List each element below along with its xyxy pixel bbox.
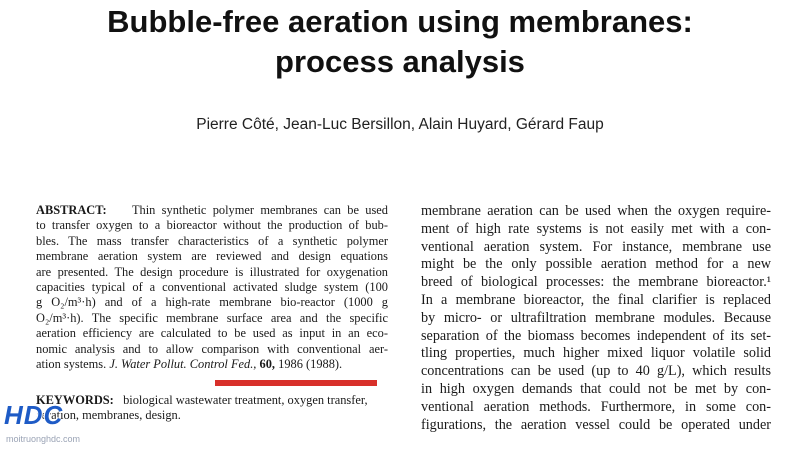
abstract-line: g O₂/m³·h) and of a high-rate membrane bio-reactor (1000 g xyxy=(36,295,388,310)
abstract-line: membrane aeration system are reviewed and design equations xyxy=(36,249,388,264)
title-line-2: process analysis xyxy=(275,44,525,79)
abstract-line xyxy=(36,203,388,218)
abstract-line: are presented. The design procedure is illustrated for oxygenation xyxy=(36,264,388,279)
journal-year: 1986 (1988). xyxy=(278,357,343,372)
keywords-line: aeration, membranes, design. xyxy=(36,408,181,423)
citation-prefix: ation systems. xyxy=(36,357,107,372)
body-text-right-column xyxy=(421,203,771,434)
body-line: concentrations can be used (up to 40 g/L), which results xyxy=(421,363,771,380)
author-list: Pierre Côté, Jean-Luc Bersillon, Alain Huyard, Gérard Faup xyxy=(196,116,604,133)
journal-volume: 60, xyxy=(259,357,276,372)
body-line: ventional aeration methods. Furthermore, in some con- xyxy=(421,398,771,415)
body-line: ventional aeration system. For instance, membrane use xyxy=(421,238,771,255)
body-line: membrane aeration can be used when the oxygen require- xyxy=(421,203,771,219)
abstract-line: to transfer oxygen to a bioreactor without the production of bub- xyxy=(36,218,388,233)
body-line: ment of high rate systems is not easily met with a con- xyxy=(421,220,771,237)
hdc-logo: HDC xyxy=(4,400,64,430)
abstract-line: aeration efficiency are calculated to be used as input in an eco- xyxy=(36,326,388,341)
body-line: by micro- or ultrafiltration membrane modules. Because xyxy=(421,309,771,326)
red-underline-highlight xyxy=(215,380,377,386)
body-line: separation of the biomass becomes independent of its set- xyxy=(421,327,771,344)
body-line: breed of biological processes: the membrane bioreactor.¹ xyxy=(421,274,771,291)
keywords-label: KEYWORDS: xyxy=(36,393,114,407)
journal-name: J. Water Pollut. Control Fed., xyxy=(109,357,257,372)
body-line: tling properties, much higher mixed liquor volatile solid xyxy=(421,345,771,362)
watermark-url: moitruonghdc.com xyxy=(6,434,81,444)
body-line: in high oxygen demands that could not be met by con- xyxy=(421,380,771,397)
abstract-line: nomic analysis and to allow comparison with conventional aer- xyxy=(36,341,388,356)
keywords-line xyxy=(36,393,388,408)
citation-line xyxy=(36,357,388,372)
keywords xyxy=(36,393,388,424)
body-line: In a membrane bioreactor, the final clarifier is replaced xyxy=(421,291,771,308)
abstract-line: O₂/m³·h). The specific membrane surface area and the specific xyxy=(36,310,388,325)
abstract-line: capacities typical of a conventional activated sludge system (100 xyxy=(36,280,388,295)
title-line-1: Bubble-free aeration using membranes: xyxy=(107,4,693,39)
abstract-text: Thin synthetic polymer membranes can be used xyxy=(131,203,388,217)
keywords-text: biological wastewater treatment, oxygen transfer, xyxy=(123,393,368,407)
paper-title xyxy=(0,2,800,82)
body-line: figurations, the aeration vessel could be operated under xyxy=(421,416,771,433)
abstract xyxy=(36,203,388,372)
body-line: might be the only possible aeration method for a new xyxy=(421,256,771,273)
abstract-line: bles. The mass transfer characteristics of a synthetic polymer xyxy=(36,233,388,248)
abstract-label: ABSTRACT: xyxy=(36,203,107,217)
